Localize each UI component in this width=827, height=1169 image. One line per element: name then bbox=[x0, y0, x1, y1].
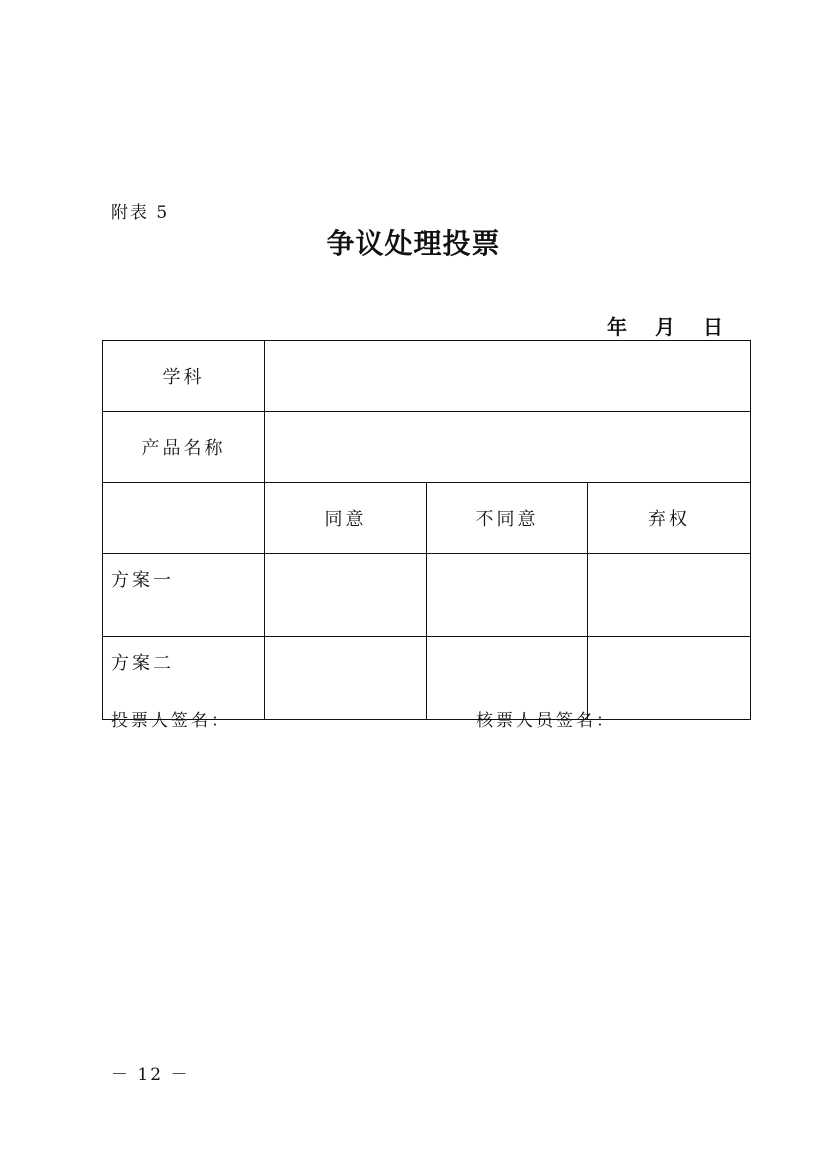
date-day: 日 bbox=[703, 315, 723, 339]
page-number: － 12 － bbox=[111, 1065, 190, 1085]
plan-one-abstain-cell[interactable] bbox=[588, 554, 751, 637]
header-abstain: 弃权 bbox=[588, 483, 751, 554]
plan-one-disagree-cell[interactable] bbox=[427, 554, 588, 637]
plan-two-label: 方案二 bbox=[103, 637, 265, 720]
document-title: 争议处理投票 bbox=[326, 227, 501, 260]
appendix-label: 附表 5 bbox=[111, 203, 170, 223]
plan-one-agree-cell[interactable] bbox=[265, 554, 427, 637]
vote-table bbox=[102, 340, 751, 720]
vote-header-row bbox=[103, 483, 751, 554]
plan-one-label: 方案一 bbox=[103, 554, 265, 637]
subject-label: 学科 bbox=[103, 341, 265, 412]
product-name-label: 产品名称 bbox=[103, 412, 265, 483]
subject-value-cell[interactable] bbox=[265, 341, 751, 412]
product-name-row bbox=[103, 412, 751, 483]
table-row bbox=[103, 554, 751, 637]
checker-signature-label: 核票人员签名： bbox=[476, 711, 616, 731]
subject-row bbox=[103, 341, 751, 412]
voter-signature-label: 投票人签名： bbox=[111, 711, 231, 731]
plan-two-agree-cell[interactable] bbox=[265, 637, 427, 720]
header-disagree: 不同意 bbox=[427, 483, 588, 554]
date-year: 年 bbox=[607, 315, 627, 339]
date-line bbox=[607, 311, 723, 340]
header-corner-cell bbox=[103, 483, 265, 554]
header-agree: 同意 bbox=[265, 483, 427, 554]
product-name-value-cell[interactable] bbox=[265, 412, 751, 483]
date-month: 月 bbox=[655, 315, 675, 339]
